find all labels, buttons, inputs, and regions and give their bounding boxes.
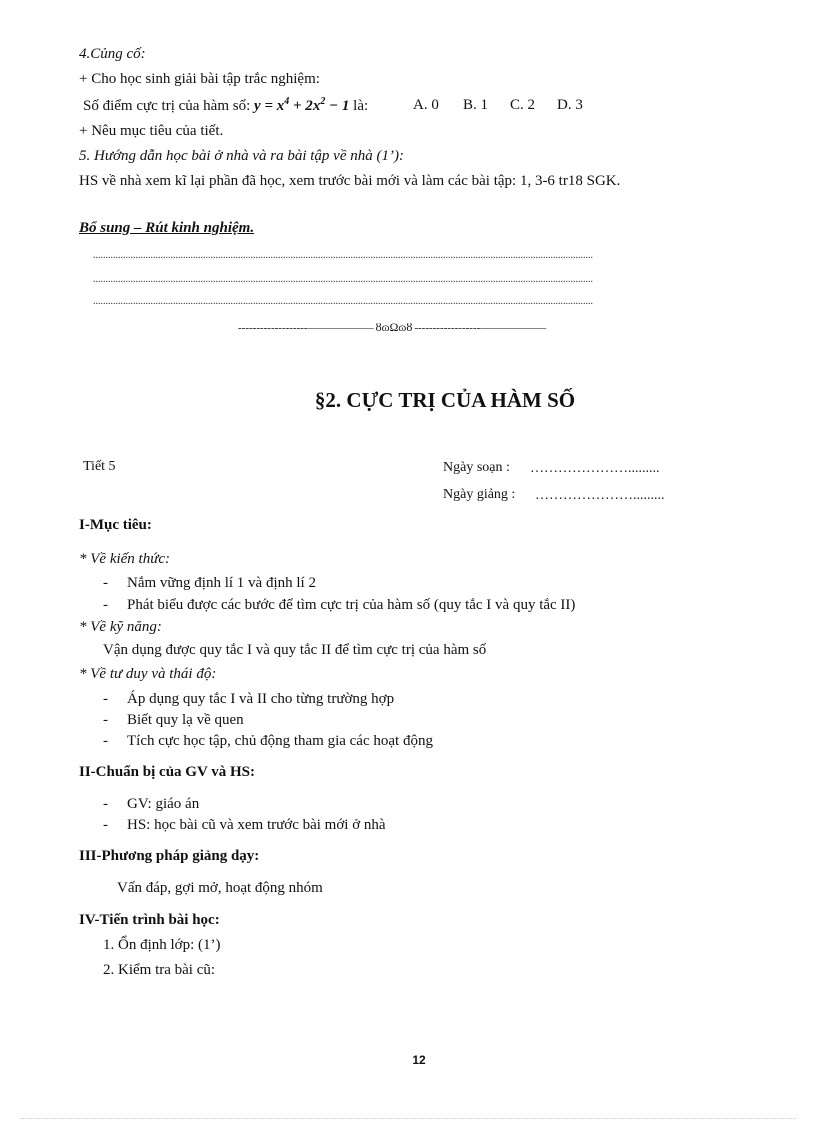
section5-heading: 5. Hướng dẫn học bài ở nhà và ra bài tập về nhà (1’): [79,148,404,164]
divider-right: ------------------—————— [414,322,547,334]
process-heading: IV-Tiến trình bài học: [79,912,220,928]
objectives-heading: I-Mục tiêu: [79,517,152,533]
supplement-line-3: ........................................................................................................................................................................................................ [93,296,593,307]
section5-body: HS về nhà xem kĩ lại phần đã học, xem trước bài mới và làm các bài tập: 1, 3-6 tr18 SGK. [79,173,621,189]
divider-left: -------------------—————— [238,322,374,334]
prep-date-label: Ngày soạn : [443,460,510,475]
process-item: 2. Kiểm tra bài cũ: [103,962,216,978]
quiz-prefix: Số điểm cực trị của hàm số: [83,98,251,114]
teach-date-label: Ngày giảng : [443,487,516,502]
quiz-option-a: A. 0 [413,97,439,113]
lesson-title: §2. CỰC TRỊ CỦA HÀM SỐ [314,388,576,412]
page-number: 12 [412,1053,426,1067]
preparation-item: - HS: học bài cũ và xem trước bài mới ở nhà [103,817,386,833]
supplement-line-2: ........................................................................................................................................................................................................ [93,274,593,285]
attitude-item: - Tích cực học tập, chủ động tham gia các hoạt động [103,733,433,749]
knowledge-heading: * Về kiến thức: [79,551,171,567]
quiz-option-c: C. 2 [510,97,536,113]
attitude-item: - Biết quy lạ về quen [103,712,244,728]
section4-line1: + Cho học sinh giải bài tập trắc nghiệm: [79,71,320,87]
skills-body: Vận dụng được quy tắc I và quy tắc II để tìm cực trị của hàm số [103,642,487,658]
page-bottom-rule [20,1118,796,1119]
quiz-option-d: D. 3 [557,97,583,113]
quiz-suffix: là: [353,98,369,114]
prep-date-value: …………………......... [530,461,660,476]
supplement-heading: Bổ sung – Rút kinh nghiệm. [79,220,255,236]
section-divider [238,320,546,335]
section4-heading: 4.Củng cố: [79,46,146,62]
attitude-item: - Áp dụng quy tắc I và II cho từng trường hợp [103,691,395,707]
preparation-heading: II-Chuẩn bị của GV và HS: [79,764,256,780]
teach-date-value: …………………......... [535,488,665,503]
process-item: 1. Ổn định lớp: (1’) [103,937,221,953]
quiz-option-b: B. 1 [463,97,489,113]
supplement-line-1: ........................................................................................................................................................................................................ [93,250,593,261]
knowledge-item: - Phát biểu được các bước để tìm cực trị của hàm số (quy tắc I và quy tắc II) [103,597,576,613]
knowledge-item: - Nắm vững định lí 1 và định lí 2 [103,575,316,591]
divider-ornament: ȣɷΩɷȣ [375,320,413,334]
skills-heading: * Về kỹ năng: [79,619,162,635]
lesson-period: Tiết 5 [83,459,116,474]
quiz-question [83,96,368,115]
attitude-heading: * Về tư duy và thái độ: [79,666,217,682]
preparation-item: - GV: giáo án [103,796,200,812]
quiz-formula: $y = x^4 + 2x^2 - 1$ [254,96,350,114]
method-heading: III-Phương pháp giảng dạy: [79,848,260,864]
method-body: Vấn đáp, gợi mở, hoạt động nhóm [117,880,323,896]
section4-goal: + Nêu mục tiêu của tiết. [79,123,224,139]
